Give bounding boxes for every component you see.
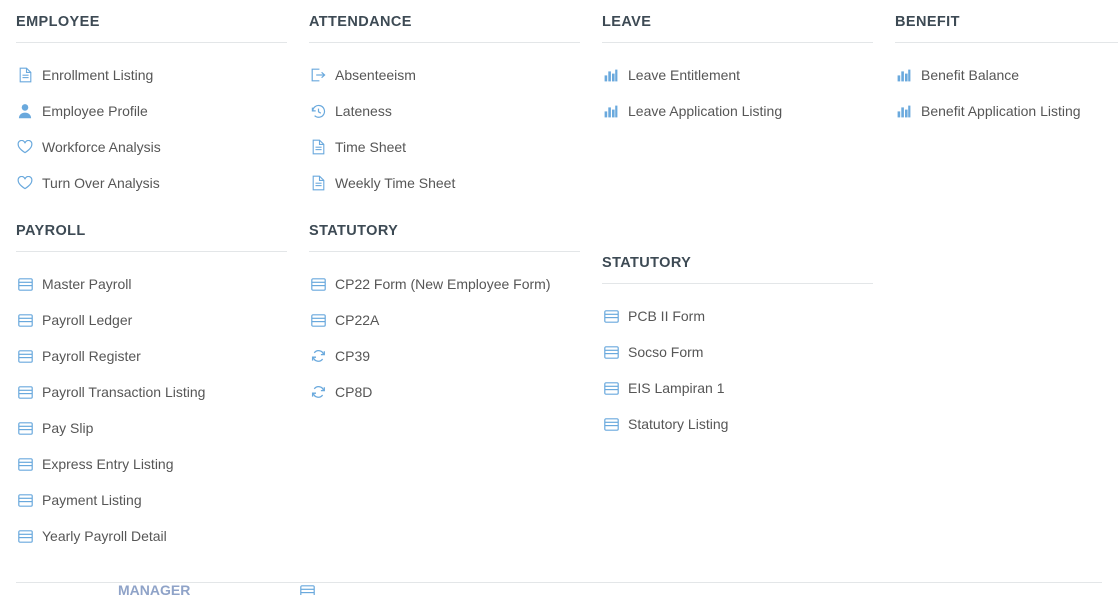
table-icon [602, 344, 620, 360]
list-item[interactable] [309, 338, 580, 374]
list-item[interactable] [16, 302, 287, 338]
list-item[interactable] [895, 57, 1118, 93]
list-item-label: Employee Profile [42, 103, 148, 119]
report-group [309, 0, 580, 201]
document-icon [16, 67, 34, 83]
list-item[interactable] [309, 374, 580, 410]
column-1 [16, 0, 309, 562]
table-icon [16, 384, 34, 400]
list-item[interactable] [602, 370, 873, 406]
list-item[interactable] [602, 93, 873, 129]
list-item[interactable] [602, 57, 873, 93]
list-item-label: Weekly Time Sheet [335, 175, 456, 191]
list-item[interactable] [309, 93, 580, 129]
list-item-label: CP8D [335, 384, 373, 400]
table-icon [16, 528, 34, 544]
list-item-label: CP22 Form (New Employee Form) [335, 276, 551, 292]
list-item[interactable] [895, 93, 1118, 129]
list-item-label: Enrollment Listing [42, 67, 154, 83]
group-title: STATUTORY [309, 209, 580, 252]
bar-chart-icon [895, 67, 913, 83]
heart-icon [16, 139, 34, 155]
list-item[interactable] [309, 165, 580, 201]
report-columns-grid [16, 0, 1102, 562]
list-item-label: Time Sheet [335, 139, 407, 155]
table-icon [309, 312, 327, 328]
column-4 [895, 0, 1118, 137]
exit-icon [309, 67, 327, 83]
list-item-label: Payment Listing [42, 492, 142, 508]
report-list [309, 57, 580, 201]
list-item[interactable] [16, 57, 287, 93]
list-item[interactable] [602, 298, 873, 334]
list-item-label: Leave Application Listing [628, 103, 783, 119]
list-item[interactable] [602, 406, 873, 442]
cut-off-row [0, 581, 1118, 595]
table-icon [16, 420, 34, 436]
list-item[interactable] [16, 482, 287, 518]
user-icon [16, 103, 34, 119]
list-item[interactable] [16, 374, 287, 410]
list-item-label: Yearly Payroll Detail [42, 528, 167, 544]
list-item[interactable] [602, 334, 873, 370]
list-item-label: PCB II Form [628, 308, 706, 324]
report-group [602, 241, 873, 442]
list-item[interactable] [309, 266, 580, 302]
report-group [602, 0, 873, 129]
list-item[interactable] [309, 302, 580, 338]
report-group [16, 0, 287, 201]
table-icon [300, 585, 316, 595]
group-title: BENEFIT [895, 0, 1118, 43]
document-icon [309, 175, 327, 191]
list-item[interactable] [16, 165, 287, 201]
list-item-label: EIS Lampiran 1 [628, 380, 725, 396]
list-item-label: Statutory Listing [628, 416, 729, 432]
list-item[interactable] [16, 129, 287, 165]
list-item[interactable] [309, 57, 580, 93]
column-3 [602, 0, 895, 450]
list-item-label: Leave Entitlement [628, 67, 741, 83]
table-icon [602, 416, 620, 432]
list-item-label: Turn Over Analysis [42, 175, 160, 191]
table-icon [16, 348, 34, 364]
report-group [309, 209, 580, 410]
report-list [16, 266, 287, 554]
group-title: PAYROLL [16, 209, 287, 252]
bar-chart-icon [895, 103, 913, 119]
list-item-label: Payroll Ledger [42, 312, 133, 328]
bar-chart-icon [602, 67, 620, 83]
list-item[interactable] [16, 518, 287, 554]
list-item-label: Lateness [335, 103, 392, 119]
list-item[interactable] [16, 446, 287, 482]
list-item-label: Absenteeism [335, 67, 416, 83]
list-item-label: CP22A [335, 312, 380, 328]
list-item-label: Master Payroll [42, 276, 132, 292]
report-list [309, 266, 580, 410]
report-list [602, 298, 873, 442]
table-icon [309, 276, 327, 292]
report-list [16, 57, 287, 201]
list-item[interactable] [309, 129, 580, 165]
report-group [16, 209, 287, 554]
table-icon [16, 456, 34, 472]
refresh-icon [309, 348, 327, 364]
table-icon [602, 380, 620, 396]
list-item-label: Payroll Register [42, 348, 141, 364]
group-title: EMPLOYEE [16, 0, 287, 43]
spacer [602, 137, 873, 241]
list-item[interactable] [16, 410, 287, 446]
list-item-label: Workforce Analysis [42, 139, 161, 155]
list-item-label: Socso Form [628, 344, 704, 360]
report-group [895, 0, 1118, 129]
list-item-label: Express Entry Listing [42, 456, 174, 472]
document-icon [309, 139, 327, 155]
list-item-label: Benefit Balance [921, 67, 1020, 83]
column-2 [309, 0, 602, 418]
list-item-label: Benefit Application Listing [921, 103, 1081, 119]
group-title: ATTENDANCE [309, 0, 580, 43]
group-title: STATUTORY [602, 241, 873, 284]
list-item[interactable] [16, 338, 287, 374]
list-item[interactable] [16, 93, 287, 129]
list-item-label: Payroll Transaction Listing [42, 384, 206, 400]
table-icon [16, 312, 34, 328]
clock-rewind-icon [309, 103, 327, 119]
table-icon [16, 276, 34, 292]
table-icon [16, 492, 34, 508]
refresh-icon [309, 384, 327, 400]
report-list [895, 57, 1118, 129]
list-item[interactable] [16, 266, 287, 302]
group-title: LEAVE [602, 0, 873, 43]
heart-icon [16, 175, 34, 191]
list-item-label: CP39 [335, 348, 371, 364]
table-icon [602, 308, 620, 324]
bar-chart-icon [602, 103, 620, 119]
list-item-label: Pay Slip [42, 420, 94, 436]
cut-off-label: MANAGER [118, 582, 191, 595]
report-list [602, 57, 873, 129]
